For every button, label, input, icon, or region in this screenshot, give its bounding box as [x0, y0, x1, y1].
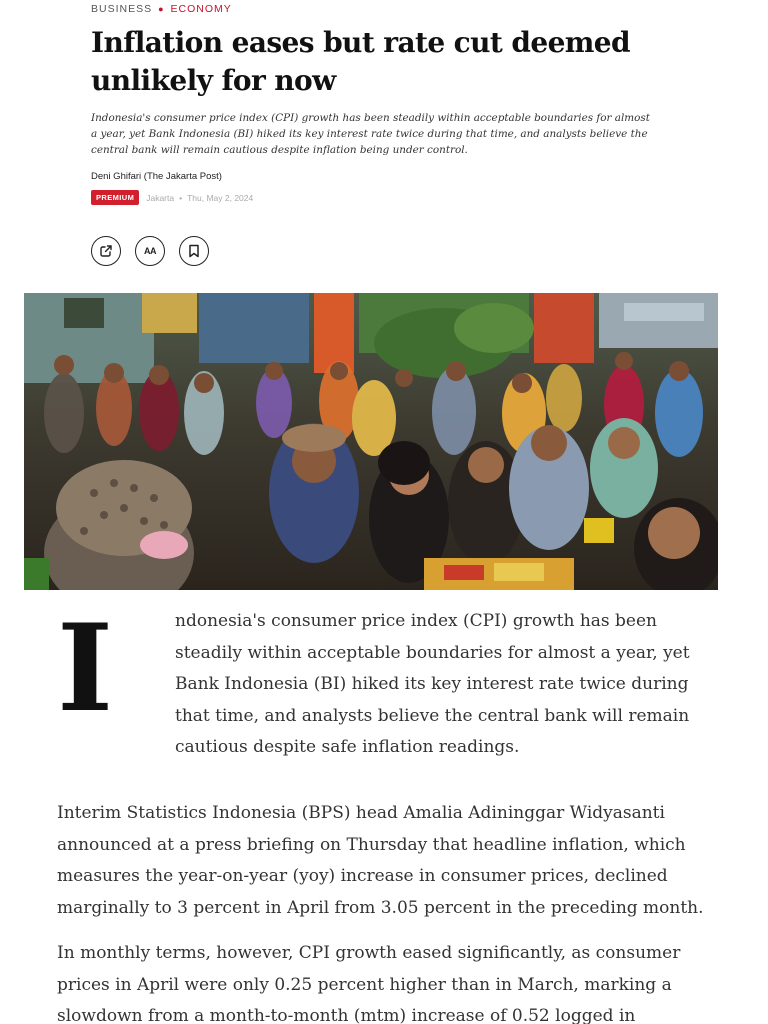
- bookmark-button[interactable]: [179, 236, 209, 266]
- location: Jakarta: [146, 192, 175, 203]
- article-body: [57, 598, 737, 1024]
- lead-photo-illustration: [24, 293, 718, 590]
- headline: Inflation eases but rate cut deemed unlikely for now: [91, 26, 631, 97]
- text-size-button[interactable]: [135, 236, 165, 266]
- body-paragraph: In monthly terms, however, CPI growth eased significantly, as consumer prices in April were only 0.25 percent higher than in March, marking a slowdown from a month-to-month (mtm) increase of 0.52 logged in: [57, 943, 681, 1024]
- lead-paragraph: ndonesia's consumer price index (CPI) growth has been steadily within acceptable boundaries for almost a year, yet Bank Indonesia (BI) hiked its key interest rate twice during that time, and analysts believe the central bank will remain cautious despite safe inflation readings.: [175, 611, 690, 757]
- drop-cap: I: [57, 598, 114, 739]
- meta-separator: •: [179, 192, 183, 203]
- lead-photo: [24, 293, 718, 590]
- kicker-separator: ●: [158, 4, 165, 14]
- section-link[interactable]: BUSINESS: [91, 3, 153, 15]
- lead-paragraph-block: [57, 598, 737, 776]
- share-icon: [99, 244, 113, 258]
- share-button[interactable]: [91, 236, 121, 266]
- article-header: [91, 0, 711, 205]
- article-toolbar: [91, 236, 209, 266]
- section-kicker: [91, 0, 711, 18]
- premium-badge: PREMIUM: [91, 190, 139, 205]
- text-size-icon: AA: [144, 246, 156, 256]
- article-summary: Indonesia's consumer price index (CPI) growth has been steadily within acceptable boundaries for almost a year, yet Bank Indonesia (BI) hiked its key interest rate twice during that time, and analysts believe the central bank will remain cautious despite inflation being under control.: [91, 112, 650, 156]
- publish-date: Thu, May 2, 2024: [187, 192, 254, 203]
- subsection-link[interactable]: ECONOMY: [170, 3, 232, 15]
- bookmark-icon: [188, 244, 200, 258]
- byline[interactable]: Deni Ghifari (The Jakarta Post): [91, 171, 222, 182]
- article-meta: [91, 190, 711, 205]
- body-paragraph: Interim Statistics Indonesia (BPS) head Amalia Adininggar Widyasanti announced at a press briefing on Thursday that headline inflation, which measures the year-on-year (yoy) increase in consumer prices, declined marginally to 3 percent in April from 3.05 percent in the preceding month.: [57, 803, 704, 918]
